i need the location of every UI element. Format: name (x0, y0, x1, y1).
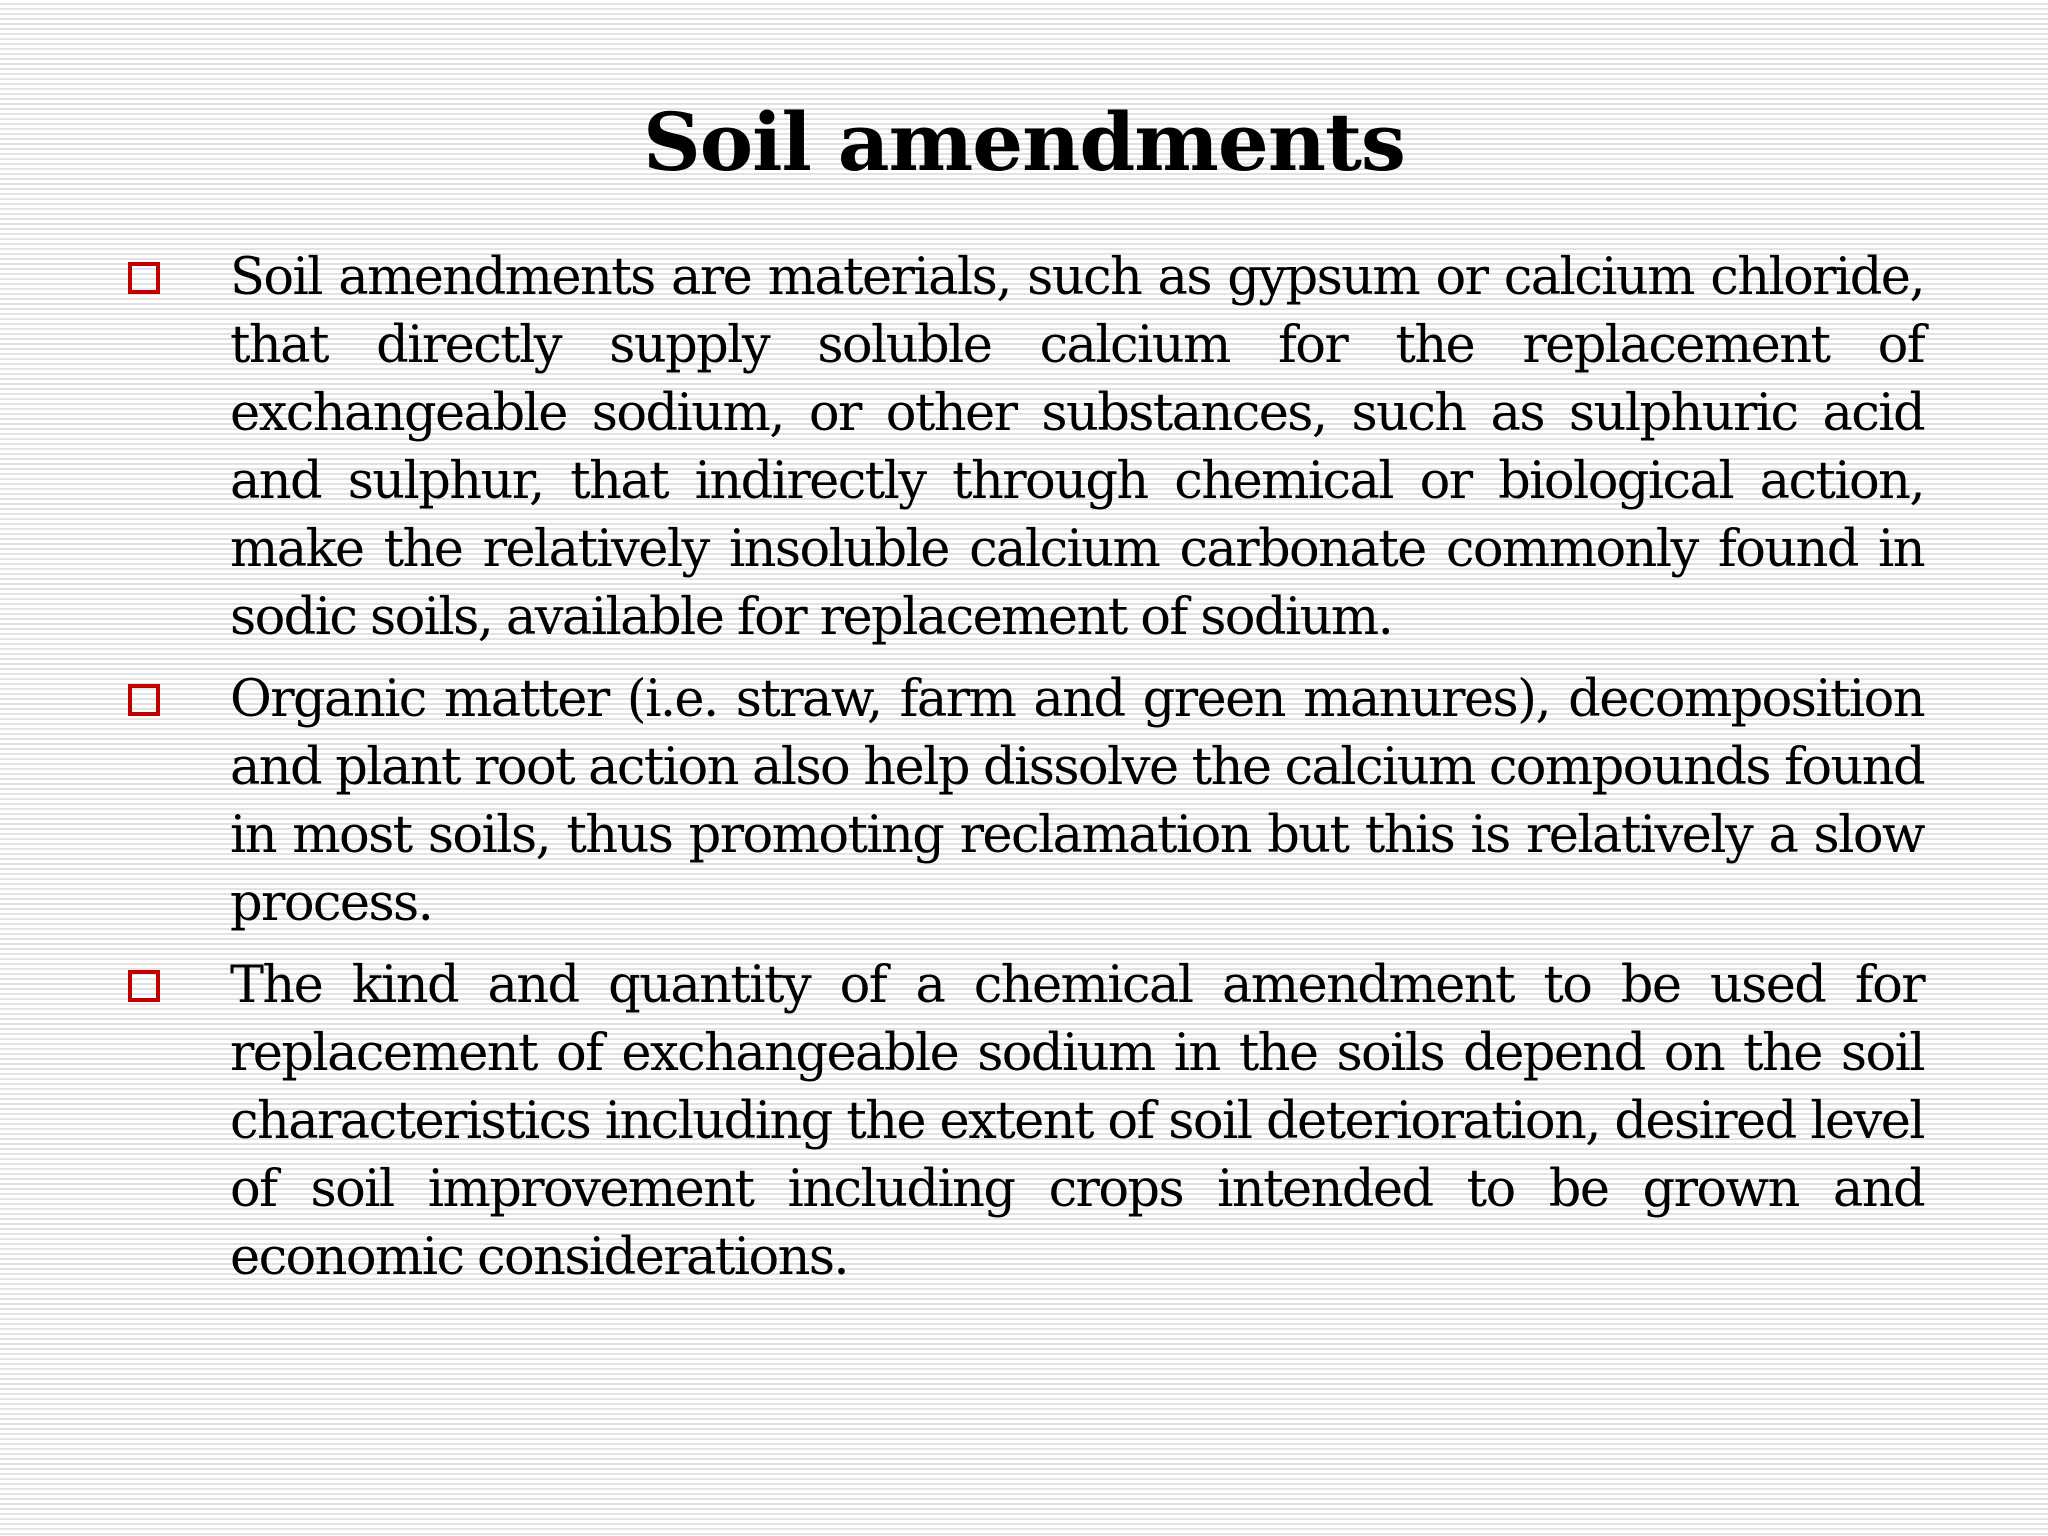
bullet-text: Soil amendments are materials, such as gypsum or calcium chloride, that directly supply soluble calcium for the replacement of exchangeable sodium, or other substances, such as sulphuric acid and sulphur, that indirectly through chemical or biological action, make the relatively insoluble calcium carbonate commonly found in sodic soils, available for replacement of sodium. (230, 248, 1924, 647)
bullet-text: The kind and quantity of a chemical amendment to be used for replacement of exchangeable sodium in the soils depend on the soil characteristics including the extent of soil deterioration, desired level of soil improvement including crops intended to be grown and economic considerations. (230, 956, 1924, 1287)
bullet-item (128, 952, 1924, 1292)
bullet-item (128, 666, 1924, 938)
hollow-square-bullet-icon (128, 262, 160, 294)
bullet-item (128, 244, 1924, 652)
hollow-square-bullet-icon (128, 970, 160, 1002)
slide-title: Soil amendments (643, 95, 1405, 189)
hollow-square-bullet-icon (128, 684, 160, 716)
bullet-list (128, 244, 1924, 1306)
bullet-text: Organic matter (i.e. straw, farm and green manures), decomposition and plant root action also help dissolve the calcium compounds found in most soils, thus promoting reclamation but this is relatively a slow process. (230, 670, 1924, 933)
